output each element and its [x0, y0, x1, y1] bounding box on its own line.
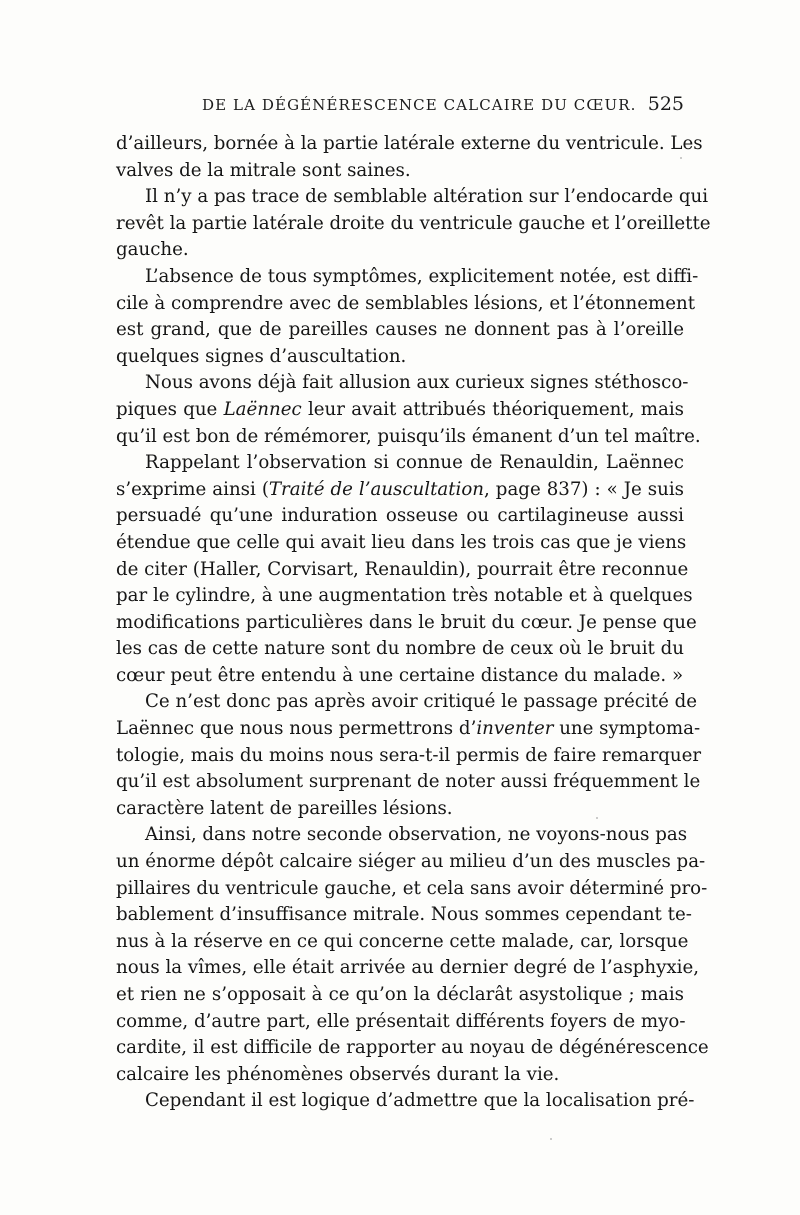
text-line: de citer (Haller, Corvisart, Renauldin), pourrait être reconnue: [116, 558, 689, 580]
italic-word: inventer: [476, 718, 554, 740]
text-line: qu’il est bon de rémémorer, puisqu’ils émanent d’un tel maître.: [116, 425, 701, 447]
text-segment: piques que: [116, 398, 224, 420]
text-line: gauche.: [116, 239, 189, 261]
text-line: calcaire les phénomènes observés durant la vie.: [116, 1063, 560, 1085]
text-line: bablement d’insuffisance mitrale. Nous sommes cependant te-: [116, 904, 692, 926]
text-line: étendue que celle qui avait lieu dans les trois cas que je viens: [116, 531, 687, 553]
text-line: valves de la mitrale sont saines.: [116, 159, 411, 181]
body-text: [116, 131, 711, 1115]
text-line: cardite, il est difficile de rapporter au noyau de dégénérescence: [116, 1037, 709, 1059]
italic-book-title: Traité de l’auscultation: [268, 478, 485, 500]
text-line: un énorme dépôt calcaire siéger au milieu d’un des muscles pa-: [116, 851, 706, 873]
text-line: nus à la réserve en ce qui concerne cette malade, car, lorsque: [116, 930, 689, 952]
text-line: revêt la partie latérale droite du ventricule gauche et l’oreillette: [116, 212, 711, 234]
text-segment: une symptoma-: [553, 718, 701, 740]
text-line: tologie, mais du moins nous sera-t-il permis de faire remarquer: [116, 744, 702, 766]
text-line: comme, d’autre part, elle présentait différents foyers de myo-: [116, 1010, 686, 1032]
text-segment: Laënnec que nous nous permettrons d’: [116, 718, 477, 740]
text-line: Rappelant l’observation si connue de Renauldin, Laënnec: [145, 452, 684, 474]
text-line: est grand, que de pareilles causes ne donnent pas à l’oreille: [116, 319, 684, 341]
running-title: DE LA DÉGÉNÉRESCENCE CALCAIRE DU CŒUR.: [202, 96, 637, 114]
text-line: par le cylindre, à une augmentation très notable et à quelques: [116, 585, 693, 607]
text-line: [116, 716, 701, 743]
running-head: [116, 93, 684, 123]
text-line: quelques signes d’auscultation.: [116, 345, 407, 367]
text-line: Ce n’est donc pas après avoir critiqué le passage précité de: [145, 691, 698, 713]
text-segment: leur avait attribués théoriquement, mais: [301, 398, 684, 420]
paper-speck: [596, 817, 598, 819]
text-segment: s’exprime ainsi (: [116, 478, 269, 500]
text-segment: , page 837) : « Je suis: [484, 478, 685, 500]
text-line: L’absence de tous symptômes, explicitement notée, est diffi-: [145, 265, 699, 287]
paper-speck: [550, 1138, 552, 1140]
text-line: persuadé qu’une induration osseuse ou cartilagineuse aussi: [116, 505, 684, 527]
text-line: caractère latent de pareilles lésions.: [116, 797, 453, 819]
text-line: Nous avons déjà fait allusion aux curieux signes stéthosco-: [145, 372, 689, 394]
text-line: Cependant il est logique d’admettre que la localisation pré-: [145, 1090, 695, 1112]
text-line: [116, 477, 684, 504]
text-line: d’ailleurs, bornée à la partie latérale externe du ventricule. Les: [116, 133, 703, 154]
text-line: cile à comprendre avec de semblables lésions, et l’étonnement: [116, 292, 696, 314]
italic-name: Laënnec: [223, 398, 302, 420]
text-line: et rien ne s’opposait à ce qu’on la déclarât asystolique ; mais: [116, 984, 684, 1005]
page-number: 525: [647, 93, 684, 115]
text-line: les cas de cette nature sont du nombre de ceux où le bruit du: [116, 638, 684, 660]
text-line: pillaires du ventricule gauche, et cela sans avoir déterminé pro-: [116, 877, 708, 899]
text-line: [116, 397, 684, 424]
text-line: nous la vîmes, elle était arrivée au dernier degré de l’asphyxie,: [116, 957, 700, 979]
paper-speck: [680, 157, 682, 159]
text-line: qu’il est absolument surprenant de noter aussi fréquemment le: [116, 771, 701, 793]
text-line: Il n’y a pas trace de semblable altération sur l’endocarde qui: [145, 186, 709, 208]
text-line: Ainsi, dans notre seconde observation, ne voyons-nous pas: [145, 824, 688, 846]
text-line: cœur peut être entendu à une certaine distance du malade. »: [116, 664, 684, 686]
text-line: modifications particulières dans le bruit du cœur. Je pense que: [116, 611, 697, 633]
